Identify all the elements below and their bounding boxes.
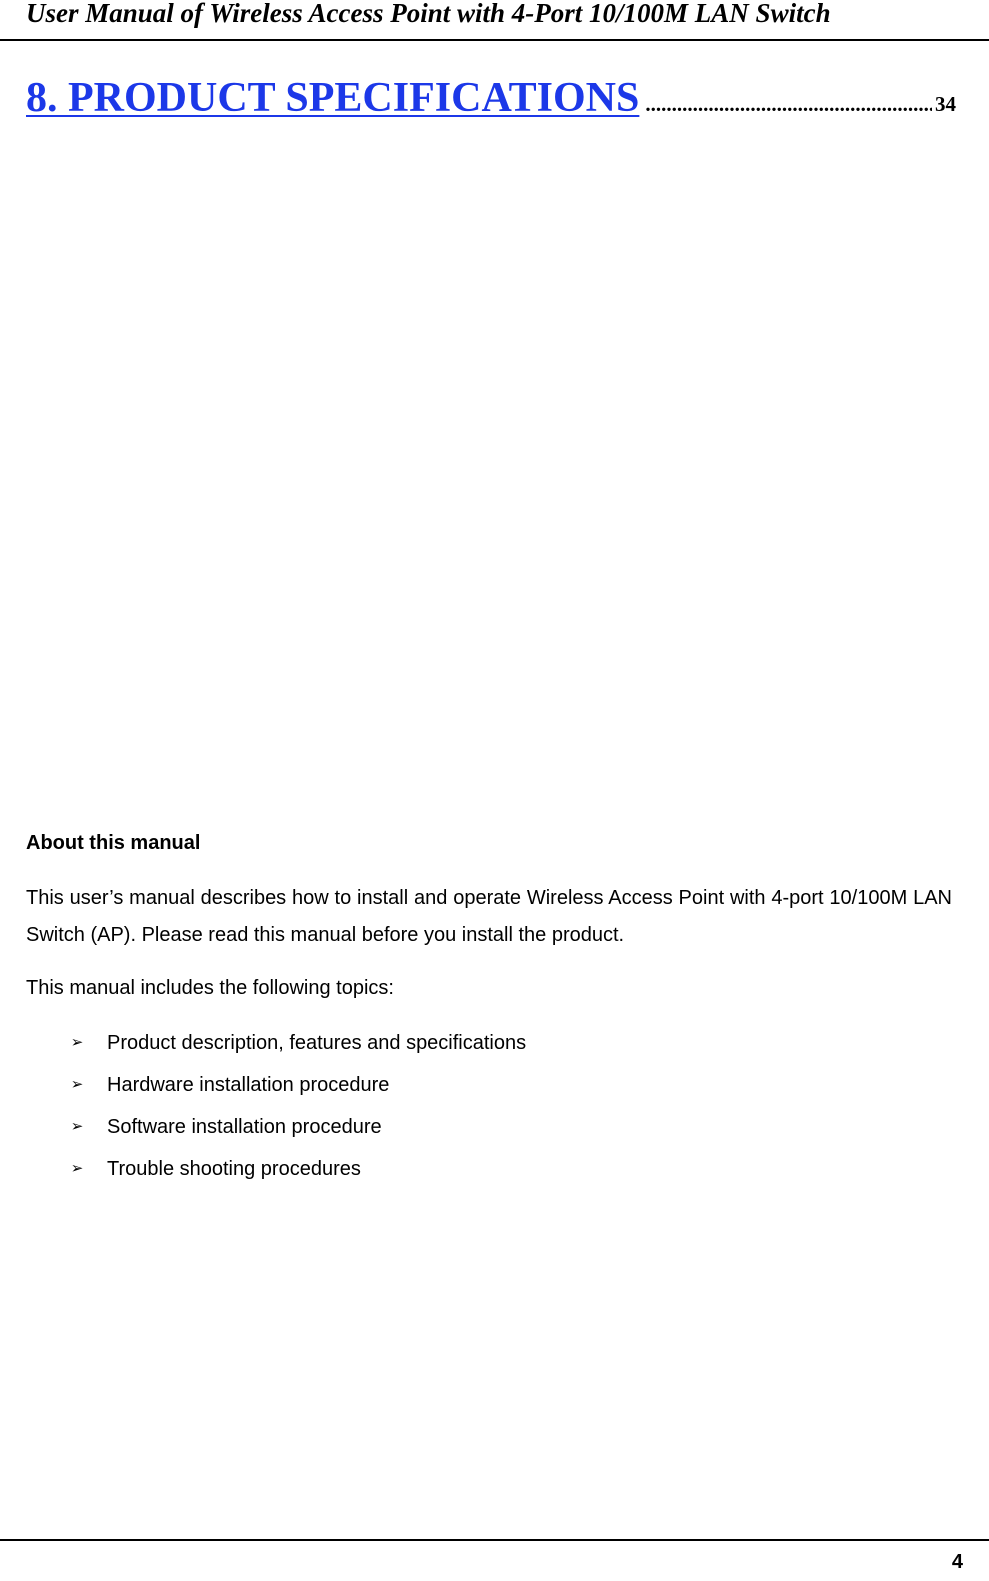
header-divider bbox=[0, 39, 989, 41]
list-item bbox=[70, 1148, 526, 1190]
toc-page-number: 34 bbox=[935, 92, 956, 116]
section-heading: About this manual bbox=[26, 832, 201, 854]
list-item bbox=[70, 1064, 526, 1106]
running-header: User Manual of Wireless Access Point with 4-Port 10/100M LAN Switch bbox=[26, 0, 831, 28]
arrow-bullet-icon: ➢ bbox=[70, 1160, 84, 1177]
list-item bbox=[70, 1106, 526, 1148]
arrow-bullet-icon: ➢ bbox=[70, 1034, 84, 1051]
toc-entry-product-specifications[interactable] bbox=[26, 74, 956, 122]
topics-intro: This manual includes the following topics: bbox=[26, 977, 394, 999]
footer-divider bbox=[0, 1539, 989, 1541]
toc-dot-leader bbox=[645, 92, 932, 117]
topic-text: Trouble shooting procedures bbox=[107, 1158, 361, 1180]
topic-list bbox=[70, 1022, 526, 1190]
topic-text: Product description, features and specifications bbox=[107, 1032, 527, 1054]
intro-paragraph: This user’s manual describes how to install and operate Wireless Access Point with 4-port 10/100M LAN Switch (AP). Please read this manual before you install the product. bbox=[26, 887, 952, 946]
arrow-bullet-icon: ➢ bbox=[70, 1118, 84, 1135]
topic-text: Software installation procedure bbox=[107, 1116, 382, 1138]
list-item bbox=[70, 1022, 526, 1064]
arrow-bullet-icon: ➢ bbox=[70, 1076, 84, 1093]
page-number: 4 bbox=[951, 1551, 963, 1573]
topic-text: Hardware installation procedure bbox=[107, 1074, 390, 1096]
toc-entry-link[interactable]: 8. PRODUCT SPECIFICATIONS bbox=[26, 75, 640, 121]
